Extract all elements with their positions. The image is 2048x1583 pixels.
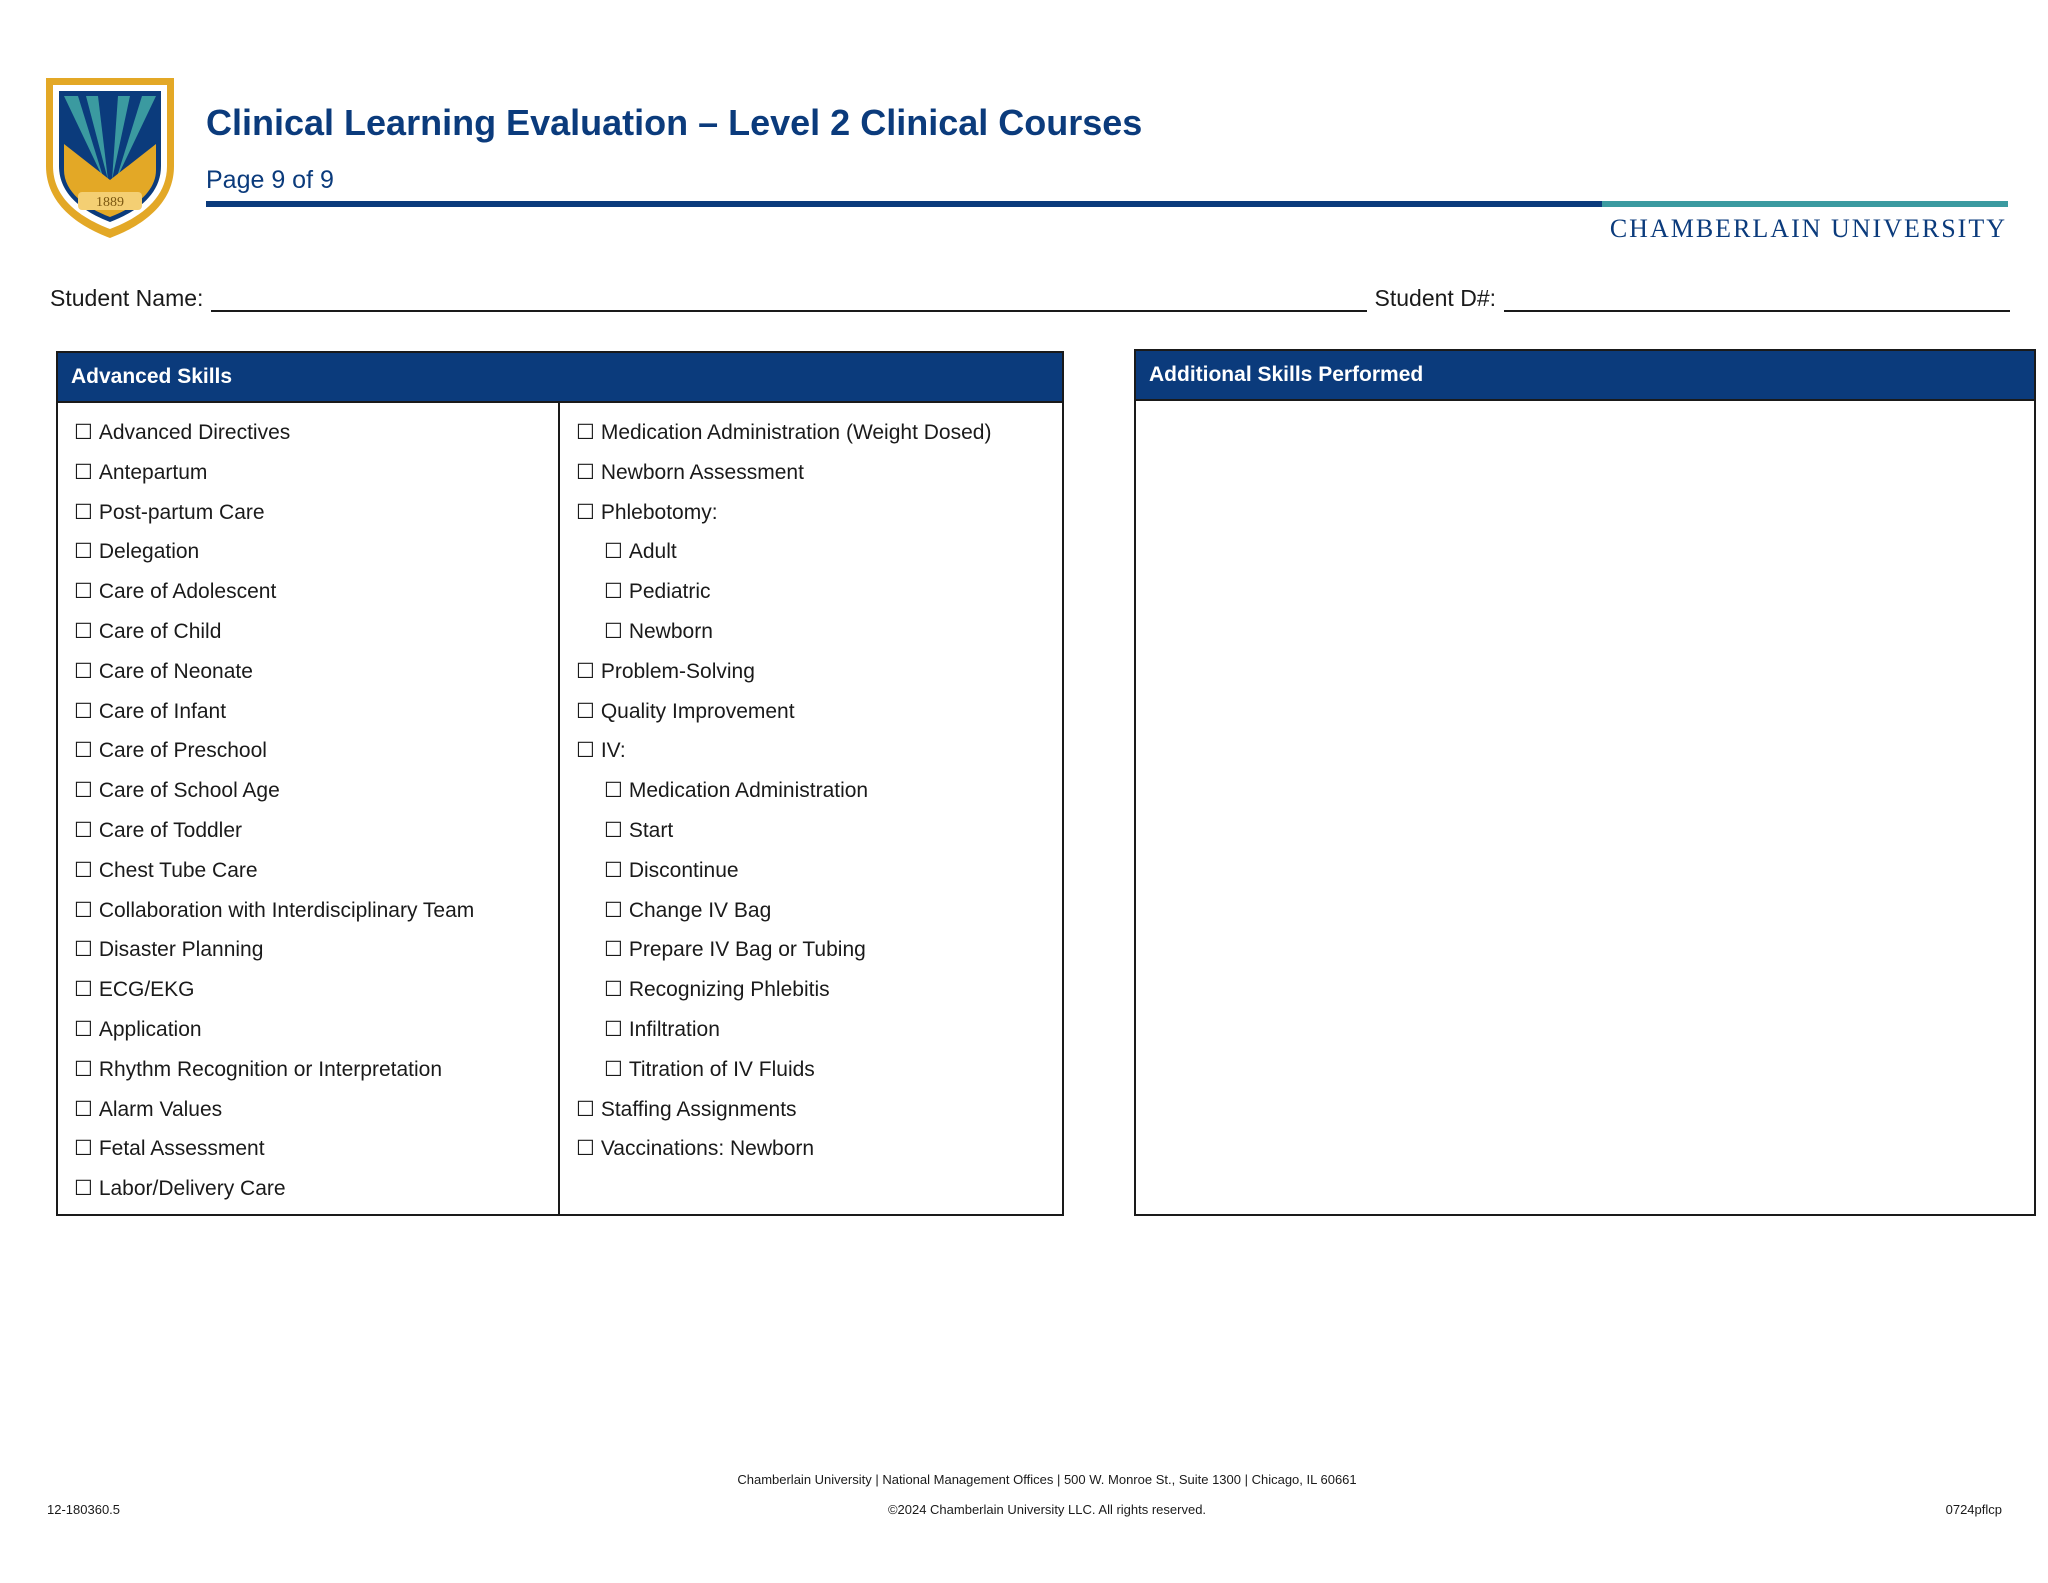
checkbox[interactable]: ☐	[604, 858, 623, 882]
skill-item	[576, 532, 1062, 572]
skill-item	[576, 731, 1062, 771]
skill-label: Advanced Directives	[98, 421, 291, 444]
skill-label: Collaboration with Interdisciplinary Team	[98, 898, 475, 922]
skill-label: Application	[98, 1017, 202, 1041]
skill-label: Newborn	[628, 619, 713, 643]
student-name-field[interactable]	[211, 284, 1366, 312]
skill-item	[74, 771, 558, 811]
checkbox[interactable]: ☐	[74, 1057, 93, 1081]
skill-label: Staffing Assignments	[600, 1097, 797, 1121]
advanced-skills-header: Advanced Skills	[58, 353, 1062, 403]
footer-address: Chamberlain University | National Management Offices | 500 W. Monroe St., Suite 1300 | Chicago, IL 60661	[737, 1472, 1357, 1487]
additional-skills-table	[1134, 349, 2036, 1216]
checkbox[interactable]: ☐	[604, 978, 623, 1002]
skill-item	[74, 970, 558, 1010]
skill-label: Alarm Values	[98, 1097, 223, 1121]
skill-item	[74, 891, 558, 931]
skill-item	[74, 652, 558, 692]
skill-item	[576, 652, 1062, 692]
checkbox[interactable]: ☐	[74, 818, 93, 842]
checkbox[interactable]: ☐	[74, 1097, 93, 1121]
skill-label: Adult	[628, 540, 677, 564]
skill-label: ECG/EKG	[98, 978, 195, 1002]
skill-item	[74, 493, 558, 533]
checkbox[interactable]: ☐	[576, 500, 595, 524]
header-rule-teal	[1602, 201, 2008, 207]
checkbox[interactable]: ☐	[74, 421, 93, 444]
skill-label: Pediatric	[628, 580, 711, 604]
skill-item	[576, 572, 1062, 612]
additional-skills-header: Additional Skills Performed	[1136, 351, 2034, 401]
skill-item	[74, 612, 558, 652]
skill-label: Disaster Planning	[98, 938, 264, 962]
skill-item	[74, 413, 558, 453]
skill-label: Care of Child	[98, 619, 222, 643]
student-id-field[interactable]	[1504, 284, 2010, 312]
checkbox[interactable]: ☐	[74, 1017, 93, 1041]
skill-label: Infiltration	[628, 1017, 720, 1041]
checkbox[interactable]: ☐	[74, 978, 93, 1002]
checkbox[interactable]: ☐	[604, 580, 623, 604]
footer-copyright: ©2024 Chamberlain University LLC. All rights reserved.	[887, 1502, 1207, 1517]
checkbox[interactable]: ☐	[576, 1097, 595, 1121]
checkbox[interactable]: ☐	[604, 818, 623, 842]
skill-label: Delegation	[98, 540, 200, 564]
skill-item	[74, 572, 558, 612]
checkbox[interactable]: ☐	[604, 898, 623, 922]
footer-form-code-right: 0724pflcp	[1945, 1502, 2002, 1517]
skill-label: Post-partum Care	[98, 500, 265, 524]
skill-item	[576, 1090, 1062, 1130]
checkbox[interactable]: ☐	[604, 779, 623, 803]
checkbox[interactable]: ☐	[74, 540, 93, 564]
skill-label: Labor/Delivery Care	[98, 1177, 286, 1201]
checkbox[interactable]: ☐	[74, 659, 93, 683]
skill-item	[576, 1010, 1062, 1050]
skill-item	[576, 1050, 1062, 1090]
checkbox[interactable]: ☐	[74, 779, 93, 803]
checkbox[interactable]: ☐	[604, 1017, 623, 1041]
skill-label: Quality Improvement	[600, 699, 795, 723]
student-info-row	[50, 280, 2010, 312]
skill-label: Titration of IV Fluids	[628, 1057, 815, 1081]
skill-label: Problem-Solving	[600, 659, 755, 683]
skill-label: Care of Neonate	[98, 659, 253, 683]
checkbox[interactable]: ☐	[604, 938, 623, 962]
skill-label: Recognizing Phlebitis	[628, 978, 830, 1002]
checkbox[interactable]: ☐	[74, 938, 93, 962]
skill-item	[576, 970, 1062, 1010]
skill-item	[74, 1129, 558, 1169]
skill-label: Prepare IV Bag or Tubing	[628, 938, 866, 962]
checkbox[interactable]: ☐	[604, 540, 623, 564]
skill-item	[576, 692, 1062, 732]
footer-form-code-left: 12-180360.5	[47, 1502, 121, 1517]
university-wordmark: CHAMBERLAIN UNIVERSITY	[1609, 214, 2007, 243]
skill-item	[576, 851, 1062, 891]
checkbox[interactable]: ☐	[74, 739, 93, 763]
checkbox[interactable]: ☐	[74, 699, 93, 723]
skill-label: Newborn Assessment	[600, 460, 804, 484]
advanced-skills-left-column	[58, 403, 560, 1216]
chamberlain-crest-logo	[42, 74, 178, 242]
student-name-label: Student Name:	[50, 285, 204, 311]
skill-item	[74, 453, 558, 493]
skill-item	[74, 731, 558, 771]
checkbox[interactable]: ☐	[74, 619, 93, 643]
skill-label: Care of Toddler	[98, 818, 243, 842]
form-title: Clinical Learning Evaluation – Level 2 Clinical Courses	[206, 102, 1143, 143]
skill-label: Care of Infant	[98, 699, 227, 723]
skill-label: Chest Tube Care	[98, 858, 258, 882]
checkbox[interactable]: ☐	[74, 500, 93, 524]
advanced-skills-table	[56, 351, 1064, 1216]
skill-item	[576, 930, 1062, 970]
skill-item	[74, 532, 558, 572]
skill-item	[576, 612, 1062, 652]
checkbox[interactable]: ☐	[576, 460, 595, 484]
skill-label: Medication Administration (Weight Dosed)	[600, 421, 992, 444]
header-rule-blue	[206, 201, 1602, 207]
skill-label: Care of Preschool	[98, 739, 267, 763]
checkbox[interactable]: ☐	[576, 1137, 595, 1161]
skill-item	[576, 413, 1062, 453]
skill-item	[74, 851, 558, 891]
skill-item	[576, 493, 1062, 533]
skill-label: Change IV Bag	[628, 898, 772, 922]
checkbox[interactable]: ☐	[604, 1057, 623, 1081]
skill-item	[74, 1050, 558, 1090]
skill-label: Discontinue	[628, 858, 739, 882]
checkbox[interactable]: ☐	[74, 460, 93, 484]
skill-label: Care of Adolescent	[98, 580, 277, 604]
checkbox[interactable]: ☐	[74, 898, 93, 922]
checkbox[interactable]: ☐	[576, 739, 595, 763]
skill-label: Care of School Age	[98, 779, 280, 803]
logo-year: 1889	[96, 195, 124, 210]
skill-label: Medication Administration	[628, 779, 869, 803]
page-indicator: Page 9 of 9	[206, 166, 334, 194]
checkbox[interactable]: ☐	[74, 580, 93, 604]
skill-item	[74, 1090, 558, 1130]
skill-item	[74, 692, 558, 732]
checkbox[interactable]: ☐	[74, 858, 93, 882]
additional-skills-write-area[interactable]	[1136, 401, 2034, 1218]
skill-label: Phlebotomy:	[600, 500, 718, 524]
skill-label: Rhythm Recognition or Interpretation	[98, 1057, 443, 1081]
advanced-skills-right-column	[560, 403, 1062, 1216]
skill-item	[74, 811, 558, 851]
skill-item	[74, 1010, 558, 1050]
skill-label: IV:	[600, 739, 626, 763]
checkbox[interactable]: ☐	[74, 1177, 93, 1201]
skill-item	[74, 930, 558, 970]
skill-item	[576, 771, 1062, 811]
checkbox[interactable]: ☐	[576, 659, 595, 683]
checkbox[interactable]: ☐	[576, 421, 595, 444]
checkbox[interactable]: ☐	[576, 699, 595, 723]
skill-label: Antepartum	[98, 460, 208, 484]
checkbox[interactable]: ☐	[604, 619, 623, 643]
skill-label: Vaccinations: Newborn	[600, 1137, 815, 1161]
skill-item	[74, 1169, 558, 1209]
skill-item	[576, 811, 1062, 851]
skill-item	[576, 1129, 1062, 1169]
skill-label: Fetal Assessment	[98, 1137, 265, 1161]
checkbox[interactable]: ☐	[74, 1137, 93, 1161]
skill-item	[576, 453, 1062, 493]
skill-item	[576, 891, 1062, 931]
skill-label: Start	[628, 818, 674, 842]
student-id-label: Student D#:	[1374, 285, 1496, 311]
